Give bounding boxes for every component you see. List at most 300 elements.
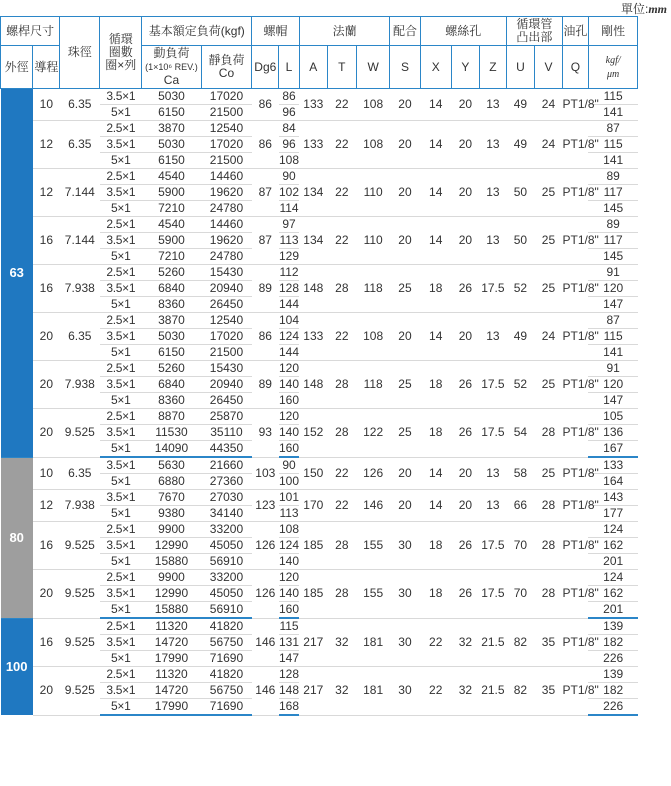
- static-load-cell: 21500: [201, 345, 252, 361]
- dynamic-load-cell: 7210: [142, 201, 201, 217]
- header-X: X: [420, 46, 451, 89]
- circuits-cell: 3.5×1: [100, 538, 142, 554]
- static-load-cell: 56750: [201, 635, 252, 651]
- y-cell: 26: [451, 265, 479, 313]
- rigidity-cell: 133: [588, 457, 638, 474]
- table-row: [1, 409, 671, 425]
- static-load-cell: 56910: [201, 554, 252, 570]
- table-row: [1, 361, 671, 377]
- dg6-cell: 89: [252, 361, 279, 409]
- nut-length-cell: 140: [279, 554, 300, 568]
- z-cell: 13: [479, 313, 506, 361]
- y-cell: 26: [451, 361, 479, 409]
- q-cell: PT1/8": [562, 667, 588, 716]
- static-load-cell: 17020: [201, 329, 252, 345]
- t-cell: 22: [327, 121, 356, 169]
- v-cell: 25: [534, 361, 562, 409]
- rigidity-cell: 105: [588, 409, 638, 425]
- lead-cell: 10: [33, 89, 60, 121]
- static-load-cell: 27030: [201, 490, 252, 506]
- rigidity-cell: 120: [588, 377, 638, 393]
- q-cell: PT1/8": [562, 313, 588, 361]
- a-cell: 150: [299, 457, 327, 490]
- ball-diameter-cell: 7.144: [60, 169, 100, 217]
- ball-diameter-cell: 7.144: [60, 217, 100, 265]
- rigidity-cell: 147: [588, 297, 638, 313]
- table-row: [1, 667, 671, 683]
- nut-length-cell: 113: [279, 233, 299, 247]
- z-cell: 17.5: [479, 409, 506, 458]
- nut-length-cell: 101: [279, 490, 300, 504]
- y-cell: 20: [451, 121, 479, 169]
- rigidity-cell: 164: [588, 474, 638, 490]
- static-load-cell: 20940: [201, 281, 252, 297]
- nut-length-cell: 144: [279, 345, 300, 359]
- header-outer-diameter: 外徑: [1, 46, 33, 89]
- q-cell: PT1/8": [562, 121, 588, 169]
- u-cell: 52: [506, 361, 534, 409]
- static-load-cell: 20940: [201, 377, 252, 393]
- dynamic-load-cell: 11320: [142, 667, 201, 683]
- t-cell: 28: [327, 522, 356, 570]
- nut-length-cell: 120: [279, 570, 300, 584]
- y-cell: 26: [451, 570, 479, 619]
- t-cell: 22: [327, 490, 356, 522]
- nut-length-cell: 102: [279, 185, 300, 199]
- w-cell: 108: [356, 121, 389, 169]
- dynamic-load-cell: 15880: [142, 554, 201, 570]
- nut-length-cell: 96: [279, 105, 300, 121]
- circuits-cell: 3.5×1: [100, 137, 142, 153]
- x-cell: 18: [420, 570, 451, 619]
- x-cell: 14: [420, 217, 451, 265]
- dynamic-load-cell: 6150: [142, 153, 201, 169]
- header-circuits: [100, 17, 142, 89]
- q-cell: PT1/8": [562, 361, 588, 409]
- s-cell: 30: [390, 570, 420, 619]
- dynamic-load-cell: 14720: [142, 683, 201, 699]
- u-cell: 50: [506, 217, 534, 265]
- header-static-load-line1: 靜負荷: [208, 53, 245, 67]
- nut-length-cell: 113: [279, 506, 299, 520]
- rigidity-cell: 139: [588, 618, 638, 635]
- static-load-cell: 71690: [201, 651, 252, 667]
- circuits-cell: 2.5×1: [100, 618, 142, 635]
- w-cell: 108: [356, 313, 389, 361]
- static-load-cell: 26450: [201, 297, 252, 313]
- static-load-cell: 19620: [201, 233, 252, 249]
- header-Q: Q: [562, 46, 588, 89]
- u-cell: 49: [506, 313, 534, 361]
- dynamic-load-cell: 6840: [142, 281, 201, 297]
- rigidity-cell: 145: [588, 201, 638, 217]
- nut-length-cell: 124: [279, 329, 300, 343]
- a-cell: 148: [299, 265, 327, 313]
- w-cell: 118: [356, 361, 389, 409]
- x-cell: 18: [420, 361, 451, 409]
- static-load-cell: 17020: [201, 137, 252, 153]
- rigidity-cell: 91: [588, 265, 638, 281]
- table-row: [1, 313, 671, 329]
- header-dynamic-load-line3: Ca: [163, 73, 180, 87]
- u-cell: 70: [506, 570, 534, 619]
- nut-length-cell: 160: [279, 393, 300, 407]
- circuits-cell: 3.5×1: [100, 329, 142, 345]
- v-cell: 25: [534, 217, 562, 265]
- dg6-cell: 146: [252, 618, 279, 667]
- header-Z: Z: [479, 46, 506, 89]
- q-cell: PT1/8": [562, 570, 588, 619]
- circuits-cell: 2.5×1: [100, 409, 142, 425]
- circuits-cell: 3.5×1: [100, 377, 142, 393]
- a-cell: 185: [299, 522, 327, 570]
- y-cell: 20: [451, 457, 479, 490]
- q-cell: PT1/8": [562, 409, 588, 458]
- outer-diameter-group: 100: [1, 618, 33, 715]
- ball-diameter-cell: 9.525: [60, 618, 100, 667]
- dg6-cell: 86: [252, 313, 279, 361]
- header-rigidity-unit: [588, 46, 638, 89]
- a-cell: 148: [299, 361, 327, 409]
- circuits-cell: 5×1: [100, 651, 142, 667]
- circuits-cell: 3.5×1: [100, 281, 142, 297]
- circuits-cell: 2.5×1: [100, 361, 142, 377]
- z-cell: 13: [479, 217, 506, 265]
- rigidity-cell: 162: [588, 586, 638, 602]
- q-cell: PT1/8": [562, 217, 588, 265]
- v-cell: 25: [534, 457, 562, 490]
- dg6-cell: 123: [252, 490, 279, 522]
- nut-length-cell: 114: [279, 201, 299, 215]
- circuits-cell: 2.5×1: [100, 265, 142, 281]
- static-load-cell: 15430: [201, 361, 252, 377]
- v-cell: 25: [534, 265, 562, 313]
- header-static-load: [201, 46, 252, 89]
- dg6-cell: 87: [252, 217, 279, 265]
- s-cell: 20: [390, 89, 420, 121]
- y-cell: 20: [451, 490, 479, 522]
- rigidity-cell: 141: [588, 105, 638, 121]
- v-cell: 28: [534, 409, 562, 458]
- circuits-cell: 5×1: [100, 153, 142, 169]
- static-load-cell: 21500: [201, 153, 252, 169]
- static-load-cell: 56910: [201, 602, 252, 619]
- header-A: A: [299, 46, 327, 89]
- v-cell: 35: [534, 667, 562, 716]
- header-dg6: Dg6: [252, 46, 279, 89]
- header-rigidity-unit-line2: μm: [607, 69, 620, 80]
- circuits-cell: 5×1: [100, 249, 142, 265]
- u-cell: 58: [506, 457, 534, 490]
- a-cell: 134: [299, 169, 327, 217]
- w-cell: 110: [356, 169, 389, 217]
- header-W: W: [356, 46, 389, 89]
- header-return-tube: [506, 17, 562, 46]
- rigidity-cell: 124: [588, 570, 638, 586]
- table-row: [1, 457, 671, 474]
- ball-diameter-cell: 9.525: [60, 570, 100, 619]
- nut-length-cell: 147: [279, 651, 300, 665]
- t-cell: 28: [327, 570, 356, 619]
- table-row: [1, 618, 671, 635]
- rigidity-cell: 201: [588, 554, 638, 570]
- static-load-cell: 34140: [201, 506, 252, 522]
- u-cell: 66: [506, 490, 534, 522]
- ball-diameter-cell: 6.35: [60, 313, 100, 361]
- a-cell: 217: [299, 667, 327, 716]
- static-load-cell: 44350: [201, 441, 252, 458]
- circuits-cell: 3.5×1: [100, 89, 142, 105]
- dynamic-load-cell: 5030: [142, 137, 201, 153]
- nut-length-cell: 90: [279, 169, 300, 185]
- u-cell: 49: [506, 121, 534, 169]
- lead-cell: 16: [33, 522, 60, 570]
- z-cell: 13: [479, 490, 506, 522]
- circuits-cell: 5×1: [100, 699, 142, 716]
- static-load-cell: 27360: [201, 474, 252, 490]
- v-cell: 28: [534, 522, 562, 570]
- dg6-cell: 103: [252, 457, 279, 490]
- z-cell: 21.5: [479, 667, 506, 716]
- a-cell: 133: [299, 89, 327, 121]
- rigidity-cell: 167: [588, 441, 638, 458]
- a-cell: 133: [299, 313, 327, 361]
- nut-length-cell: 120: [279, 361, 300, 375]
- nut-length-cell: 97: [279, 217, 300, 233]
- rigidity-cell: 124: [588, 522, 638, 538]
- spec-table: [0, 16, 671, 716]
- rigidity-cell: 117: [588, 185, 638, 201]
- lead-cell: 16: [33, 265, 60, 313]
- s-cell: 20: [390, 169, 420, 217]
- unit-note: [621, 2, 667, 16]
- nut-length-cell: 128: [279, 281, 300, 295]
- circuits-cell: 5×1: [100, 602, 142, 619]
- v-cell: 24: [534, 89, 562, 121]
- dynamic-load-cell: 5260: [142, 265, 201, 281]
- t-cell: 32: [327, 618, 356, 667]
- ball-diameter-cell: 9.525: [60, 667, 100, 716]
- rigidity-cell: 136: [588, 425, 638, 441]
- ball-diameter-cell: 9.525: [60, 522, 100, 570]
- z-cell: 17.5: [479, 361, 506, 409]
- circuits-cell: 5×1: [100, 345, 142, 361]
- a-cell: 170: [299, 490, 327, 522]
- ball-diameter-cell: 6.35: [60, 121, 100, 169]
- dynamic-load-cell: 5630: [142, 457, 201, 474]
- header-rigidity: 剛性: [588, 17, 638, 46]
- u-cell: 82: [506, 667, 534, 716]
- rigidity-cell: 162: [588, 538, 638, 554]
- dg6-cell: 126: [252, 570, 279, 619]
- dg6-cell: 86: [252, 89, 279, 121]
- dynamic-load-cell: 8360: [142, 297, 201, 313]
- nut-length-cell: 148: [279, 683, 300, 697]
- x-cell: 22: [420, 618, 451, 667]
- nut-length-cell: 160: [279, 441, 300, 455]
- static-load-cell: 12540: [201, 121, 252, 137]
- header-return-tube-line2: 凸出部: [516, 30, 553, 44]
- circuits-cell: 2.5×1: [100, 121, 142, 137]
- nut-length-cell: 140: [279, 586, 300, 600]
- x-cell: 14: [420, 490, 451, 522]
- table-body: [1, 89, 671, 716]
- dynamic-load-cell: 9900: [142, 522, 201, 538]
- s-cell: 25: [390, 361, 420, 409]
- circuits-cell: 5×1: [100, 506, 142, 522]
- static-load-cell: 33200: [201, 570, 252, 586]
- u-cell: 50: [506, 169, 534, 217]
- q-cell: PT1/8": [562, 265, 588, 313]
- y-cell: 20: [451, 89, 479, 121]
- dynamic-load-cell: 14090: [142, 441, 201, 458]
- header-lead: 導程: [33, 46, 60, 89]
- nut-length-cell: 108: [279, 522, 300, 536]
- nut-length-cell: 124: [279, 538, 300, 552]
- s-cell: 20: [390, 217, 420, 265]
- y-cell: 20: [451, 217, 479, 265]
- dynamic-load-cell: 7210: [142, 249, 201, 265]
- u-cell: 49: [506, 89, 534, 121]
- lead-cell: 12: [33, 121, 60, 169]
- circuits-cell: 3.5×1: [100, 635, 142, 651]
- u-cell: 82: [506, 618, 534, 667]
- nut-length-cell: 120: [279, 409, 300, 423]
- x-cell: 22: [420, 667, 451, 716]
- static-load-cell: 14460: [201, 217, 252, 233]
- dynamic-load-cell: 17990: [142, 699, 201, 716]
- static-load-cell: 35110: [201, 425, 252, 441]
- rigidity-cell: 87: [588, 313, 638, 329]
- w-cell: 118: [356, 265, 389, 313]
- dynamic-load-cell: 6840: [142, 377, 201, 393]
- header-screw-size: 螺桿尺寸: [1, 17, 60, 46]
- static-load-cell: 24780: [201, 201, 252, 217]
- t-cell: 22: [327, 313, 356, 361]
- y-cell: 26: [451, 409, 479, 458]
- circuits-cell: 3.5×1: [100, 425, 142, 441]
- rigidity-cell: 115: [588, 89, 638, 105]
- z-cell: 17.5: [479, 265, 506, 313]
- v-cell: 24: [534, 121, 562, 169]
- dynamic-load-cell: 6150: [142, 105, 201, 121]
- lead-cell: 20: [33, 570, 60, 619]
- static-load-cell: 12540: [201, 313, 252, 329]
- lead-cell: 12: [33, 490, 60, 522]
- dynamic-load-cell: 7670: [142, 490, 201, 506]
- dynamic-load-cell: 4540: [142, 169, 201, 185]
- header-screw-hole: 螺絲孔: [420, 17, 506, 46]
- w-cell: 155: [356, 522, 389, 570]
- table-header: [1, 17, 671, 89]
- s-cell: 30: [390, 618, 420, 667]
- dynamic-load-cell: 5900: [142, 185, 201, 201]
- static-load-cell: 56750: [201, 683, 252, 699]
- table-row: [1, 570, 671, 586]
- lead-cell: 20: [33, 409, 60, 458]
- rigidity-cell: 201: [588, 602, 638, 619]
- rigidity-cell: 182: [588, 635, 638, 651]
- x-cell: 14: [420, 457, 451, 490]
- s-cell: 25: [390, 409, 420, 458]
- dynamic-load-cell: 4540: [142, 217, 201, 233]
- rigidity-cell: 87: [588, 121, 638, 137]
- w-cell: 181: [356, 667, 389, 716]
- header-fit: 配合: [390, 17, 420, 46]
- y-cell: 26: [451, 522, 479, 570]
- x-cell: 14: [420, 89, 451, 121]
- outer-diameter-group: 80: [1, 457, 33, 618]
- x-cell: 18: [420, 522, 451, 570]
- z-cell: 13: [479, 457, 506, 490]
- static-load-cell: 33200: [201, 522, 252, 538]
- header-L: L: [279, 46, 300, 89]
- nut-length-cell: 84: [279, 121, 300, 137]
- header-circuits-line3: 圈×列: [105, 58, 137, 72]
- header-return-tube-line1: 循環管: [516, 17, 553, 31]
- s-cell: 30: [390, 522, 420, 570]
- rigidity-cell: 115: [588, 329, 638, 345]
- t-cell: 22: [327, 169, 356, 217]
- table-row: [1, 121, 671, 137]
- circuits-cell: 2.5×1: [100, 313, 142, 329]
- circuits-cell: 5×1: [100, 393, 142, 409]
- circuits-cell: 3.5×1: [100, 185, 142, 201]
- header-nut: 螺帽: [252, 17, 299, 46]
- ball-diameter-cell: 7.938: [60, 265, 100, 313]
- static-load-cell: 41820: [201, 667, 252, 683]
- circuits-cell: 3.5×1: [100, 457, 142, 474]
- static-load-cell: 17020: [201, 89, 252, 105]
- circuits-cell: 2.5×1: [100, 667, 142, 683]
- static-load-cell: 41820: [201, 618, 252, 635]
- w-cell: 155: [356, 570, 389, 619]
- dynamic-load-cell: 8360: [142, 393, 201, 409]
- rigidity-cell: 226: [588, 699, 638, 716]
- header-load-rating: 基本額定負荷(kgf): [142, 17, 252, 46]
- circuits-cell: 3.5×1: [100, 490, 142, 506]
- lead-cell: 16: [33, 217, 60, 265]
- dynamic-load-cell: 5260: [142, 361, 201, 377]
- circuits-cell: 5×1: [100, 105, 142, 121]
- s-cell: 25: [390, 265, 420, 313]
- x-cell: 14: [420, 121, 451, 169]
- nut-length-cell: 115: [279, 619, 299, 633]
- header-U: U: [506, 46, 534, 89]
- unit-label: 單位:: [620, 2, 649, 16]
- header-Y: Y: [451, 46, 479, 89]
- v-cell: 35: [534, 618, 562, 667]
- dg6-cell: 126: [252, 522, 279, 570]
- y-cell: 20: [451, 313, 479, 361]
- circuits-cell: 2.5×1: [100, 570, 142, 586]
- circuits-cell: 3.5×1: [100, 233, 142, 249]
- dg6-cell: 146: [252, 667, 279, 716]
- lead-cell: 16: [33, 618, 60, 667]
- header-static-load-line2: Co: [218, 66, 235, 80]
- nut-length-cell: 128: [279, 667, 300, 681]
- dynamic-load-cell: 3870: [142, 121, 201, 137]
- rigidity-cell: 143: [588, 490, 638, 506]
- circuits-cell: 5×1: [100, 474, 142, 490]
- dynamic-load-cell: 5030: [142, 89, 201, 105]
- x-cell: 14: [420, 313, 451, 361]
- rigidity-cell: 141: [588, 153, 638, 169]
- circuits-cell: 2.5×1: [100, 169, 142, 185]
- static-load-cell: 19620: [201, 185, 252, 201]
- x-cell: 18: [420, 265, 451, 313]
- lead-cell: 20: [33, 667, 60, 716]
